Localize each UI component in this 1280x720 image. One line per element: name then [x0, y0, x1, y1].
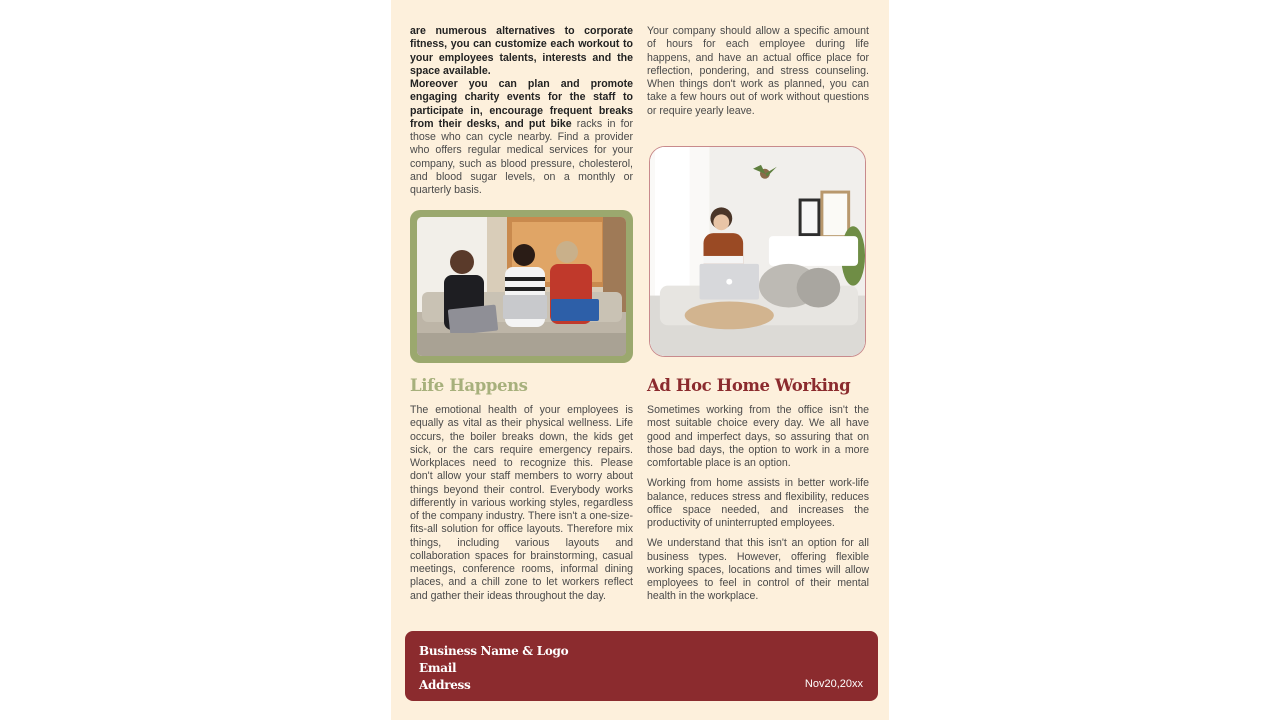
life-happens-paragraph: The emotional health of your employees is equally as vital as their physical wellness. Life occurs, the boiler breaks down, the kids get sick, or the cars require emergency repairs. Workplaces need to recognize this. Please don't allow your staff members to worry about things beyond their control. Everybody works differently in various working styles, regardless of the company industry. There isn't a one-size-fits-all solution for office layouts. Therefore mix things, including various layouts and collaboration spaces for brainstorming, casual meetings, conference rooms, informal dining places, and a chill zone to let workers reflect and gather their ideas throughout the day.	[410, 404, 633, 602]
ad-hoc-home-working-heading: Ad Hoc Home Working	[647, 376, 851, 395]
footer-address: Address	[419, 678, 471, 692]
footer-date: Nov20,20xx	[804, 678, 863, 690]
team-laptops-photo	[410, 210, 633, 363]
life-happens-body	[410, 404, 633, 603]
left-intro-text	[410, 25, 633, 197]
home-working-paragraph-1: Sometimes working from the office isn't the most suitable choice every day. We all have good and imperfect days, so assuring that on those bad days, the option to work in a more comfortable place is an option.	[647, 404, 869, 469]
footer-contact-block	[419, 643, 568, 694]
home-working-photo	[649, 146, 866, 357]
team-laptops-image	[417, 217, 626, 356]
intro-bold-2: Moreover you can plan and promote engaging charity events for the staff to participate in, encourage frequent breaks from their desks, and put bike	[410, 78, 633, 130]
footer-email: Email	[419, 661, 457, 675]
right-intro-paragraph: Your company should allow a specific amount of hours for each employee during life happens, and have an actual office place for reflection, pondering, and stress counseling. When things don't work as planned, you can take a few hours out of work without questions or require yearly leave.	[647, 25, 869, 117]
ad-hoc-home-working-body	[647, 404, 869, 604]
home-working-image	[650, 147, 865, 356]
home-working-paragraph-2: Working from home assists in better work-life balance, reduces stress and flexibility, reduces office space needed, and increases the productivity of uninterrupted employees.	[647, 477, 869, 529]
right-intro-text	[647, 25, 869, 118]
intro-regular: racks in for those who can cycle nearby. Find a provider who offers regular medical services for your company, such as blood pressure, cholesterol, and blood sugar levels, on a monthly or quarterly basis.	[410, 117, 634, 196]
intro-bold-1: are numerous alternatives to corporate fitness, you can customize each workout to your employees talents, interests and the space available.	[410, 25, 633, 77]
business-name-logo: Business Name & Logo	[419, 644, 569, 658]
footer-banner	[405, 631, 878, 701]
home-working-paragraph-3: We understand that this isn't an option for all business types. However, offering flexible working spaces, locations and times will allow employees to feel in control of their mental health in the workplace.	[647, 537, 869, 603]
life-happens-heading: Life Happens	[410, 376, 528, 395]
document-page	[391, 0, 889, 720]
